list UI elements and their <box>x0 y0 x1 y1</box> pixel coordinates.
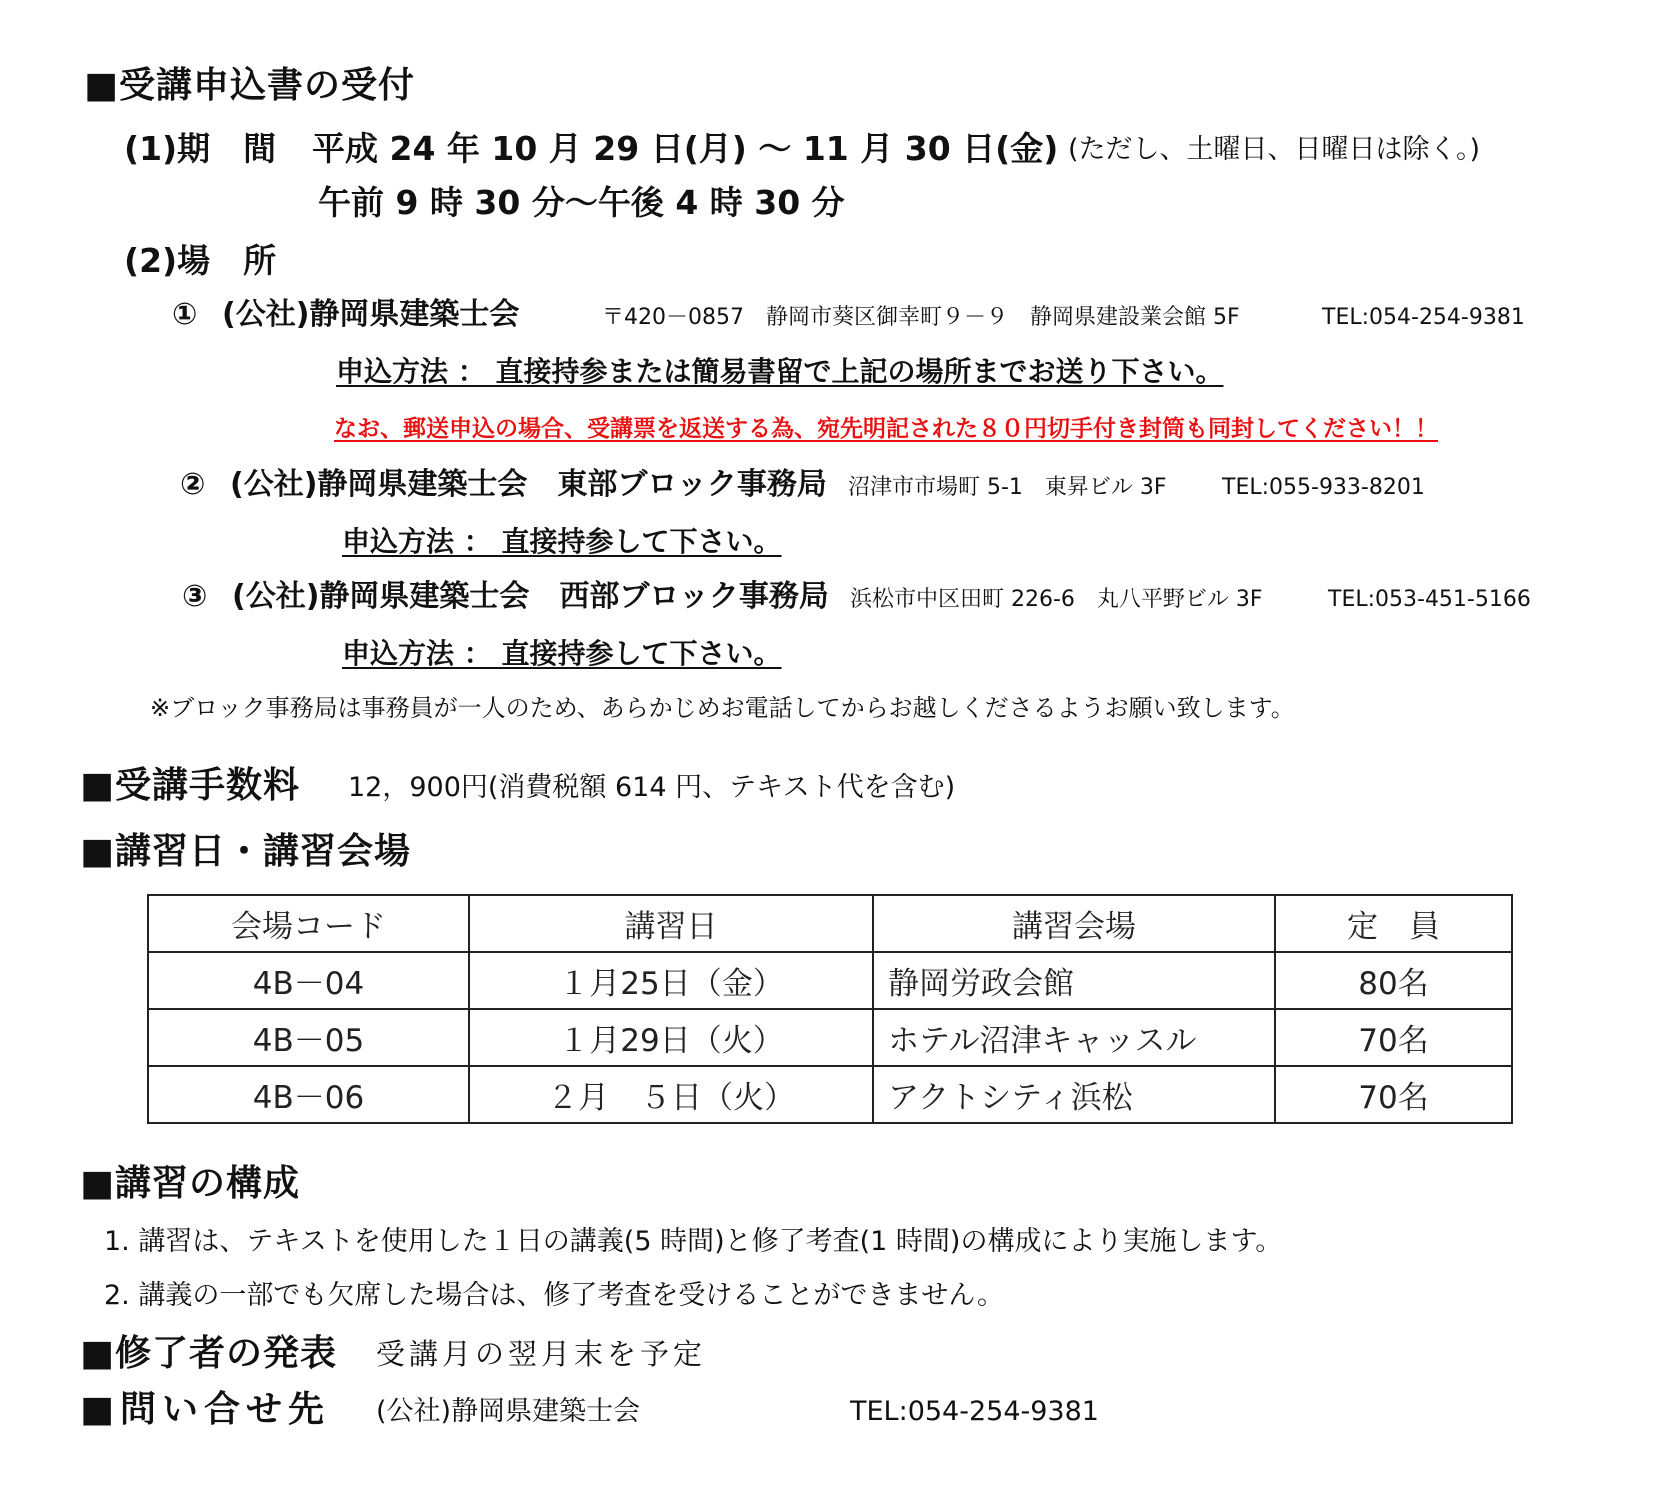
venue-name-cell: ホテル沼津キャッスル <box>873 1009 1275 1066</box>
venue-code-cell: 4B－04 <box>148 952 469 1009</box>
reception-hours: 午前 9 時 30 分〜午後 4 時 30 分 <box>318 183 845 222</box>
contact-org: (公社)静岡県建築士会 <box>376 1396 641 1427</box>
place-2-method: 申込方法 ： 直接持参して下さい。 <box>342 525 782 558</box>
table-row <box>148 952 1512 1009</box>
place-1-marker: ① <box>172 297 198 332</box>
section-heading-contact: ■問い合せ先 <box>80 1389 331 1430</box>
place-3-method: 申込方法 ： 直接持参して下さい。 <box>342 637 782 670</box>
capacity-cell: 70名 <box>1275 1009 1512 1066</box>
place-3-tel: TEL:053-451-5166 <box>1328 587 1531 612</box>
period-label: (1)期 間 <box>124 129 277 168</box>
place-3-address: 浜松市中区田町 226-6 丸八平野ビル 3F <box>850 587 1263 612</box>
column-header: 講習日 <box>469 895 873 952</box>
venue-name-cell: 静岡労政会館 <box>873 952 1275 1009</box>
period-note: (ただし、土曜日、日曜日は除く。) <box>1068 134 1481 165</box>
place-1-name: (公社)静岡県建築士会 <box>222 297 520 332</box>
column-header: 会場コード <box>148 895 469 952</box>
column-header: 講習会場 <box>873 895 1275 952</box>
column-header: 定 員 <box>1275 895 1512 952</box>
place-1-address: 〒420－0857 静岡市葵区御幸町９－９ 静岡県建設業会館 5F <box>602 305 1240 330</box>
place-label: (2)場 所 <box>124 241 277 280</box>
place-2-tel: TEL:055-933-8201 <box>1222 475 1425 500</box>
venue-code-cell: 4B－06 <box>148 1066 469 1123</box>
block-office-note: ※ブロック事務局は事務員が一人のため、あらかじめお電話してからお越しくださるようお願い致します。 <box>150 694 1295 722</box>
section-heading-schedule: ■講習日・講習会場 <box>80 831 412 872</box>
section-heading-structure: ■講習の構成 <box>80 1163 301 1204</box>
place-2-marker: ② <box>180 467 206 502</box>
place-1-tel: TEL:054-254-9381 <box>1322 305 1525 330</box>
venue-code-cell: 4B－05 <box>148 1009 469 1066</box>
contact-tel: TEL:054-254-9381 <box>850 1396 1099 1427</box>
place-2-name: (公社)静岡県建築士会 東部ブロック事務局 <box>230 467 827 502</box>
place-1-method: 申込方法 ： 直接持参または簡易書留で上記の場所までお送り下さい。 <box>336 355 1224 388</box>
lecture-date-cell: １月29日（火） <box>469 1009 873 1066</box>
announcement-value: 受講月の翌月末を予定 <box>376 1337 707 1371</box>
lecture-date-cell: １月25日（金） <box>469 952 873 1009</box>
capacity-cell: 80名 <box>1275 952 1512 1009</box>
lecture-date-cell: ２月 ５日（火） <box>469 1066 873 1123</box>
section-heading-fee: ■受講手数料 <box>80 765 301 806</box>
structure-item-2: 2. 講義の一部でも欠席した場合は、修了考査を受けることができません。 <box>104 1280 1004 1311</box>
venue-name-cell: アクトシティ浜松 <box>873 1066 1275 1123</box>
place-2-address: 沼津市市場町 5-1 東昇ビル 3F <box>848 475 1167 500</box>
structure-item-1: 1. 講習は、テキストを使用した１日の講義(5 時間)と修了考査(1 時間)の構成により実施します。 <box>104 1226 1283 1257</box>
place-1-mail-note: なお、郵送申込の場合、受講票を返送する為、宛先明記された８０円切手付き封筒も同封してください！！ <box>334 416 1438 442</box>
section-heading-announcement: ■修了者の発表 <box>80 1333 338 1374</box>
place-3-marker: ③ <box>182 579 208 614</box>
section-heading-reception: ■受講申込書の受付 <box>84 65 416 106</box>
table-header-row <box>148 895 1512 952</box>
table-row <box>148 1066 1512 1123</box>
table-row <box>148 1009 1512 1066</box>
period-value: 平成 24 年 10 月 29 日(月) 〜 11 月 30 日(金) <box>312 129 1059 168</box>
fee-value: 12，900円(消費税額 614 円、テキスト代を含む) <box>348 772 956 803</box>
capacity-cell: 70名 <box>1275 1066 1512 1123</box>
place-3-name: (公社)静岡県建築士会 西部ブロック事務局 <box>232 579 829 614</box>
venue-table <box>147 894 1513 1124</box>
